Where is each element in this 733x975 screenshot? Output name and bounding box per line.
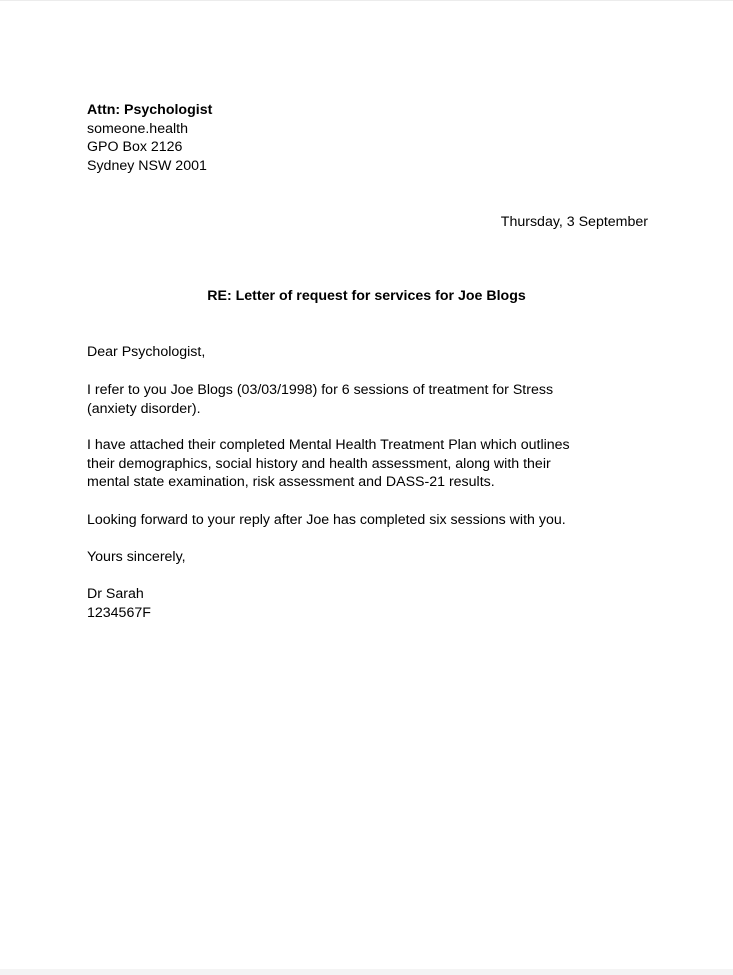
recipient-po-box: GPO Box 2126	[87, 139, 183, 155]
provider-number: 1234567F	[87, 604, 151, 621]
closing: Yours sincerely,	[87, 549, 186, 565]
recipient-organisation: someone.health	[87, 120, 188, 137]
letter-subject: RE: Letter of request for services for Joe Blogs	[207, 288, 526, 304]
salutation: Dear Psychologist,	[87, 344, 206, 360]
body-paragraph-follow-up: Looking forward to your reply after Joe has completed six sessions with you.	[87, 512, 566, 528]
body-paragraph-referral: I refer to you Joe Blogs (03/03/1998) for 6 sessions of treatment for Stress (anxiety disorder).	[87, 382, 554, 417]
recipient-address	[87, 101, 647, 175]
body-paragraph-attachment: I have attached their completed Mental Health Treatment Plan which outlines their demographics, social history and health assessment, along with their mental state examination, risk assessment and DASS-21 results.	[87, 437, 570, 490]
letter-date: Thursday, 3 September	[500, 214, 648, 230]
signature-name: Dr Sarah	[87, 586, 144, 602]
signature-block	[87, 585, 647, 622]
recipient-city: Sydney NSW 2001	[87, 157, 207, 174]
recipient-attn: Attn: Psychologist	[87, 102, 213, 118]
